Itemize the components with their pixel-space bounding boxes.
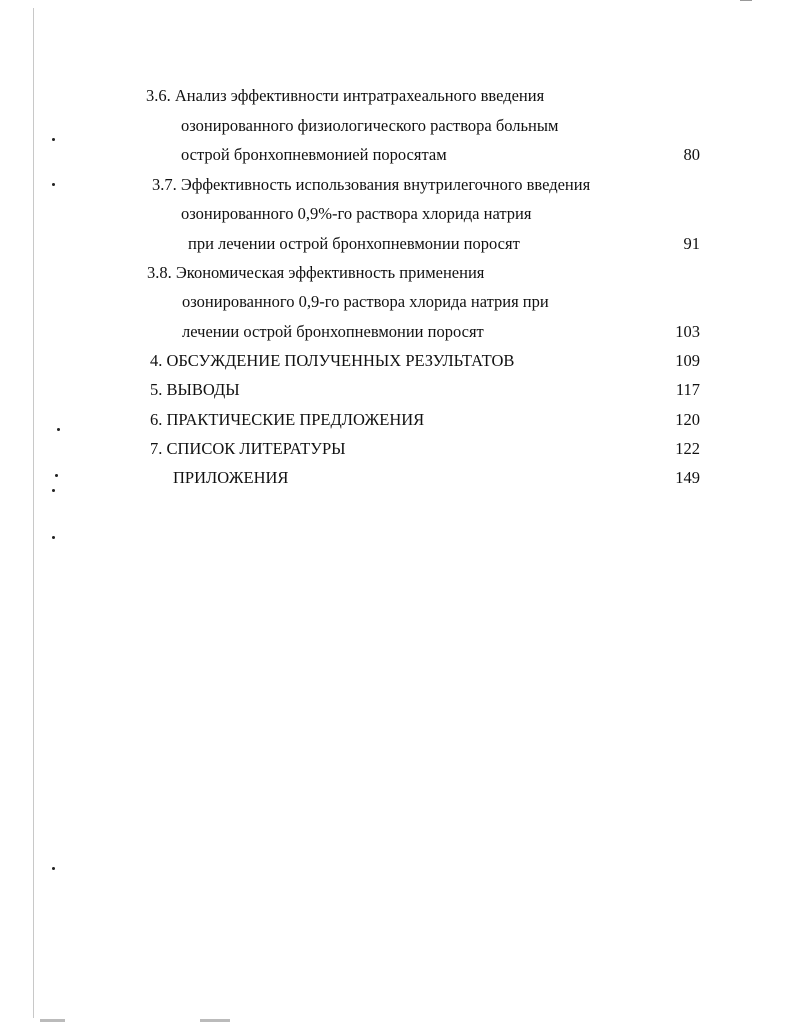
scan-bottom-smudge [40, 1019, 65, 1022]
scan-speck [52, 867, 55, 870]
toc-page-number: 80 [683, 145, 700, 164]
toc-entry-line: острой бронхопневмонией поросятам [181, 145, 447, 164]
toc-entry-line: при лечении острой бронхопневмонии поросят [188, 234, 520, 253]
toc-entry-line: лечении острой бронхопневмонии поросят [182, 322, 484, 341]
toc-entry-line: 5. ВЫВОДЫ [150, 380, 240, 399]
scan-speck [52, 536, 55, 539]
toc-entry-line: 3.7. Эффективность использования внутрилегочного введения [152, 175, 591, 194]
toc-entry-line: 3.6. Анализ эффективности интратрахеального введения [146, 86, 545, 105]
scan-speck [57, 428, 60, 431]
scan-margin-line [33, 8, 34, 1018]
toc-entry-line: 3.8. Экономическая эффективность применения [147, 263, 485, 282]
toc-entry-line: ПРИЛОЖЕНИЯ [173, 468, 289, 487]
toc-page-number: 103 [675, 322, 700, 341]
toc-page-number: 109 [675, 351, 700, 370]
toc-entry-line: 4. ОБСУЖДЕНИЕ ПОЛУЧЕННЫХ РЕЗУЛЬТАТОВ [150, 351, 515, 370]
scan-bottom-smudge [200, 1019, 230, 1022]
toc-entry-line: озонированного 0,9-го раствора хлорида натрия при [182, 292, 549, 311]
toc-entry-line: озонированного 0,9%-го раствора хлорида натрия [181, 204, 532, 223]
toc-entry-line: 6. ПРАКТИЧЕСКИЕ ПРЕДЛОЖЕНИЯ [150, 410, 425, 429]
toc-page-number: 91 [683, 234, 700, 253]
toc-page-number: 122 [675, 439, 700, 458]
toc-entry-line: 7. СПИСОК ЛИТЕРАТУРЫ [150, 439, 346, 458]
scan-speck [52, 489, 55, 492]
toc-entry-line: озонированного физиологического раствора больным [181, 116, 559, 135]
scan-speck [52, 138, 55, 141]
toc-page-number: 117 [675, 380, 700, 399]
toc-page-number: 120 [675, 410, 700, 429]
scan-speck [52, 183, 55, 186]
scan-corner-mark [740, 0, 752, 1]
toc-page-number: 149 [675, 468, 700, 487]
scan-speck [55, 474, 58, 477]
